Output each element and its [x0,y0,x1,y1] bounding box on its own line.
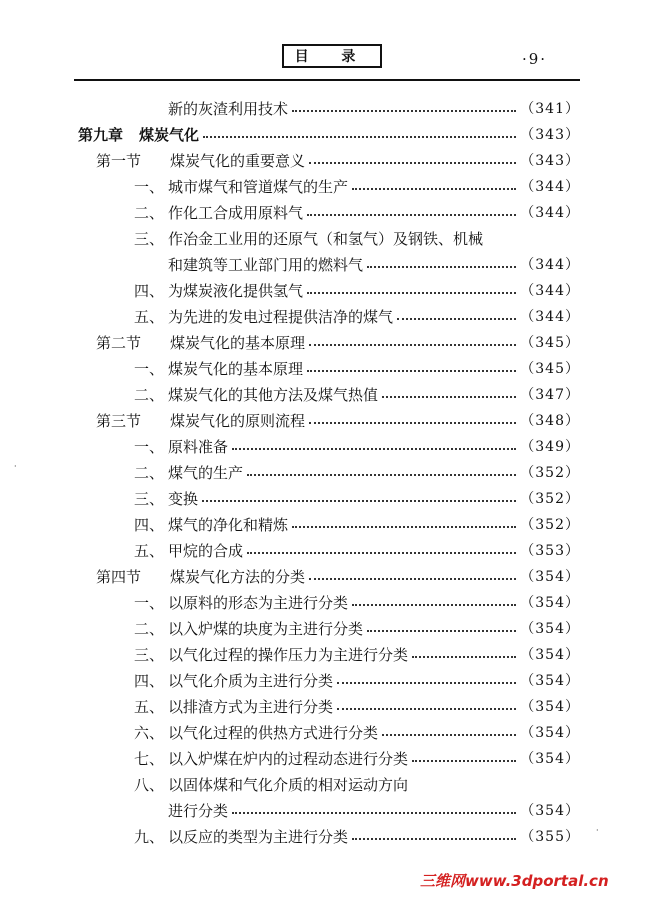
toc-entry-page: （354） [520,751,580,767]
toc-entry-number: 四、 [134,515,165,534]
toc-entry-number: 二、 [134,203,165,222]
toc-entry-title: 以排渣方式为主进行分类 [168,697,334,716]
dot-leader [203,136,516,138]
toc-entry-title: 甲烷的合成 [168,541,244,560]
toc-entry-page: （352） [520,517,580,533]
dot-leader [309,422,516,424]
toc-entry-title: 煤气的生产 [168,463,244,482]
toc-entry-title: 煤炭气化的其他方法及煤气热值 [168,385,379,404]
dot-leader [352,604,516,606]
toc-entry-number: 三、 [134,229,165,248]
toc-entry-page: （345） [520,361,580,377]
toc-entry-number: 四、 [134,281,165,300]
toc-entry-title: 煤炭气化的基本原理 [170,333,306,352]
toc-entry-number: 五、 [134,541,165,560]
dot-leader [397,318,516,320]
dot-leader [352,188,516,190]
toc-entry-title: 以气化过程的操作压力为主进行分类 [168,645,409,664]
toc-entry [134,356,580,380]
toc-entry-number: 七、 [134,749,165,768]
toc-entry-page: （354） [520,699,580,715]
dot-leader [292,110,516,112]
toc-entry-page: （343） [520,127,580,143]
toc-entry [134,616,580,640]
toc-entry [134,668,580,692]
dot-leader [382,734,516,736]
toc-entry [134,382,580,406]
dot-leader [367,266,516,268]
toc-entry-title: 煤炭气化 [139,125,200,144]
toc-entry-number: 一、 [134,177,165,196]
toc-entry [134,486,580,510]
toc-entry-title: 煤气的净化和精炼 [168,515,289,534]
toc-entry [134,200,580,224]
toc-entry-page: （352） [520,491,580,507]
toc-entry-title: 以反应的类型为主进行分类 [168,827,349,846]
toc-entry-page: （344） [520,309,580,325]
toc-entry-number: 二、 [134,619,165,638]
toc-entry-number: 九、 [134,827,165,846]
toc-entry-page: （343） [520,153,580,169]
toc-entry-number: 三、 [134,645,165,664]
toc-entry-title: 为煤炭液化提供氢气 [168,281,304,300]
toc-entry-page: （354） [520,673,580,689]
toc-entry-title: 为先进的发电过程提供洁净的煤气 [168,307,394,326]
toc-entry-page: （341） [520,101,580,117]
toc-section [96,330,580,354]
toc-entry-page: （354） [520,803,580,819]
dot-leader [307,214,516,216]
toc-entry-title: 以入炉煤的块度为主进行分类 [168,619,364,638]
toc-entry-number: 第四节 [96,567,142,586]
toc-entry-title: 煤炭气化的重要意义 [170,151,306,170]
dot-leader [412,760,516,762]
toc-entry-title: 进行分类 [168,801,229,820]
toc-entry-page: （354） [520,569,580,585]
toc-entry-title: 作化工合成用原料气 [168,203,304,222]
toc-entry-number: 二、 [134,385,165,404]
toc-entry-page: （348） [520,413,580,429]
scan-speck: · [596,826,599,835]
toc-entry-title: 煤炭气化的原则流程 [170,411,306,430]
toc-section [96,408,580,432]
toc-entry-page: （344） [520,257,580,273]
toc-entry-number: 第九章 [78,125,124,144]
toc-entry [134,538,580,562]
toc-entry [134,642,580,666]
dot-leader [337,708,516,710]
toc-entry [134,590,580,614]
header-rule [74,79,580,81]
dot-leader [232,812,516,814]
dot-leader [309,162,516,164]
toc-entry [168,96,580,120]
toc-entry-page: （352） [520,465,580,481]
toc-entry-page: （349） [520,439,580,455]
toc-entry [134,720,580,744]
dot-leader [292,526,516,528]
toc-entry [134,772,580,796]
dot-leader [412,656,516,658]
page-number: ·9· [522,50,548,68]
toc-entry-continuation [168,252,580,276]
dot-leader [352,838,516,840]
toc-entry-title: 以气化介质为主进行分类 [168,671,334,690]
toc-entry-page: （353） [520,543,580,559]
toc-entry-title: 变换 [168,489,199,508]
toc-entry-title: 煤炭气化方法的分类 [170,567,306,586]
toc-entry-number: 四、 [134,671,165,690]
toc-entry-number: 六、 [134,723,165,742]
toc-entry-title: 原料准备 [168,437,229,456]
toc-entry-number: 一、 [134,437,165,456]
dot-leader [309,344,516,346]
toc-entry-number: 第一节 [96,151,142,170]
toc-entry-page: （345） [520,335,580,351]
toc-entry [134,434,580,458]
toc-entry [134,694,580,718]
toc-entry-page: （355） [520,829,580,845]
toc-entry [134,278,580,302]
toc-entry-page: （344） [520,283,580,299]
toc-chapter [78,122,580,146]
toc-entry [134,746,580,770]
toc-entry-page: （344） [520,205,580,221]
toc-entry-page: （347） [520,387,580,403]
dot-leader [202,500,516,502]
toc-entry [134,174,580,198]
toc-entry-page: （354） [520,595,580,611]
toc-entry-number: 第三节 [96,411,142,430]
toc-entry [134,460,580,484]
dot-leader [307,292,516,294]
dot-leader [309,578,516,580]
toc-entry-page: （354） [520,725,580,741]
toc-entry-title: 以原料的形态为主进行分类 [168,593,349,612]
header-title-box [282,44,382,68]
toc-entry [134,512,580,536]
dot-leader [337,682,516,684]
toc-entry-title: 和建筑等工业部门用的燃料气 [168,255,364,274]
dot-leader [367,630,516,632]
dot-leader [247,474,516,476]
toc-entry-number: 三、 [134,489,165,508]
header-title: 目 录 [294,49,370,65]
toc-section [96,148,580,172]
dot-leader [232,448,516,450]
toc-entry-number: 一、 [134,593,165,612]
toc-section [96,564,580,588]
toc-entry-number: 二、 [134,463,165,482]
toc-entry-page: （354） [520,647,580,663]
toc-entry-number: 一、 [134,359,165,378]
toc-entry-title: 以气化过程的供热方式进行分类 [168,723,379,742]
toc-entry [134,226,580,250]
toc-entry-title: 城市煤气和管道煤气的生产 [168,177,349,196]
toc-entry [134,304,580,328]
dot-leader [247,552,516,554]
toc-entry-page: （344） [520,179,580,195]
toc-entry-number: 八、 [134,775,165,794]
toc-entry-title: 以固体煤和气化介质的相对运动方向 [168,775,409,794]
dot-leader [382,396,516,398]
dot-leader [307,370,516,372]
site-watermark: 三维网www.3dportal.cn [420,872,609,890]
toc-entry-title: 新的灰渣利用技术 [168,99,289,118]
toc-entry-continuation [168,798,580,822]
toc-entry-number: 第二节 [96,333,142,352]
toc-entry-page: （354） [520,621,580,637]
toc-entry-title: 以入炉煤在炉内的过程动态进行分类 [168,749,409,768]
toc-entry-number: 五、 [134,697,165,716]
toc-entry [134,824,580,848]
scan-speck: · [14,462,17,471]
toc-entry-number: 五、 [134,307,165,326]
toc-entry-title: 煤炭气化的基本原理 [168,359,304,378]
toc-entry-title: 作冶金工业用的还原气（和氢气）及钢铁、机械 [168,229,484,248]
